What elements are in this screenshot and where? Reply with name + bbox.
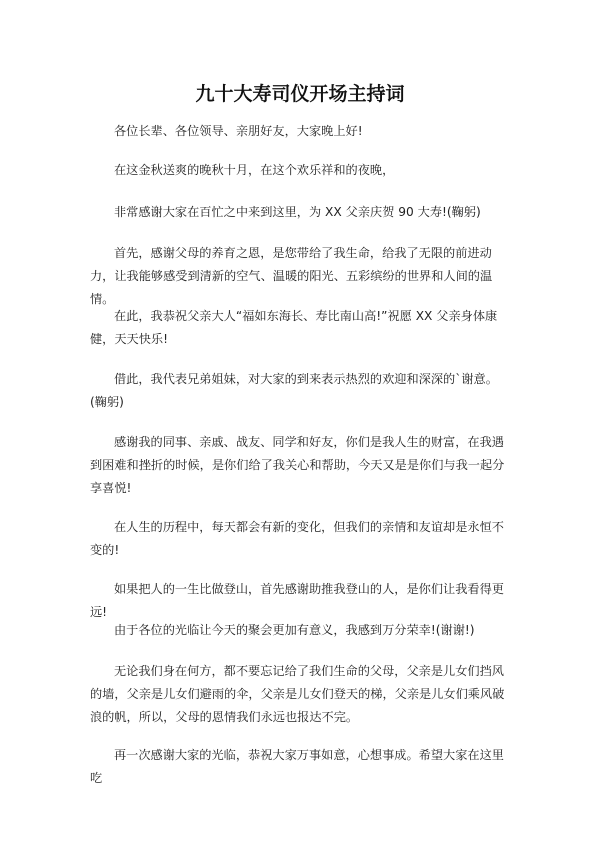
paragraph-thanks-friends: 感谢我的同事、亲戚、战友、同学和好友，你们是我人生的财富，在我遇到困难和挫折的时候，是你们给了我关心和帮助，今天又是是你们与我一起分享喜悦! [90, 435, 505, 495]
paragraph-welcome: 借此，我代表兄弟姐妹，对大家的到来表示热烈的欢迎和深深的`谢意。(鞠躬) [90, 372, 498, 409]
paragraph-thanks-attendance: 非常感谢大家在百忙之中来到这里，为 XX 父亲庆贺 90 大寿!(鞠躬) [114, 205, 481, 219]
paragraph-life-journey: 在人生的历程中，每天都会有新的变化，但我们的亲情和友谊却是永恒不变的! [90, 520, 504, 557]
paragraph-father: 无论我们身在何方，都不要忘记给了我们生命的父母，父亲是儿女们挡风的墙，父亲是儿女们避雨的伞，父亲是儿女们登天的梯，父亲是儿女们乘风破浪的帆，所以，父母的恩情我们永远也报达不完。 [90, 664, 505, 724]
paragraph-closing: 再一次感谢大家的光临，恭祝大家万事如意，心想事成。希望大家在这里吃 [90, 748, 504, 785]
paragraph-thanks-parents: 首先，感谢父母的养育之恩，是您带给了我生命，给我了无限的前进动力，让我能够感受到清新的空气、温暖的阳光、五彩缤纷的世界和人间的温情。 [90, 246, 493, 306]
paragraph-climbing: 如果把人的一生比做登山，首先感谢助推我登山的人，是你们让我看得更远! [90, 582, 504, 619]
document-title: 九十大寿司仪开场主持词 [195, 83, 405, 105]
paragraph-honored: 由于各位的光临让今天的聚会更加有意义，我感到万分荣幸!(谢谢!) [114, 623, 475, 637]
paragraph-greeting: 各位长辈、各位领导、亲朋好友，大家晚上好! [114, 124, 363, 138]
paragraph-autumn-evening: 在这金秋送爽的晚秋十月，在这个欢乐祥和的夜晚， [114, 163, 395, 177]
paragraph-blessing: 在此，我恭祝父亲大人“福如东海长、寿比南山高!”祝愿 XX 父亲身体康健，天天快乐! [90, 309, 498, 346]
